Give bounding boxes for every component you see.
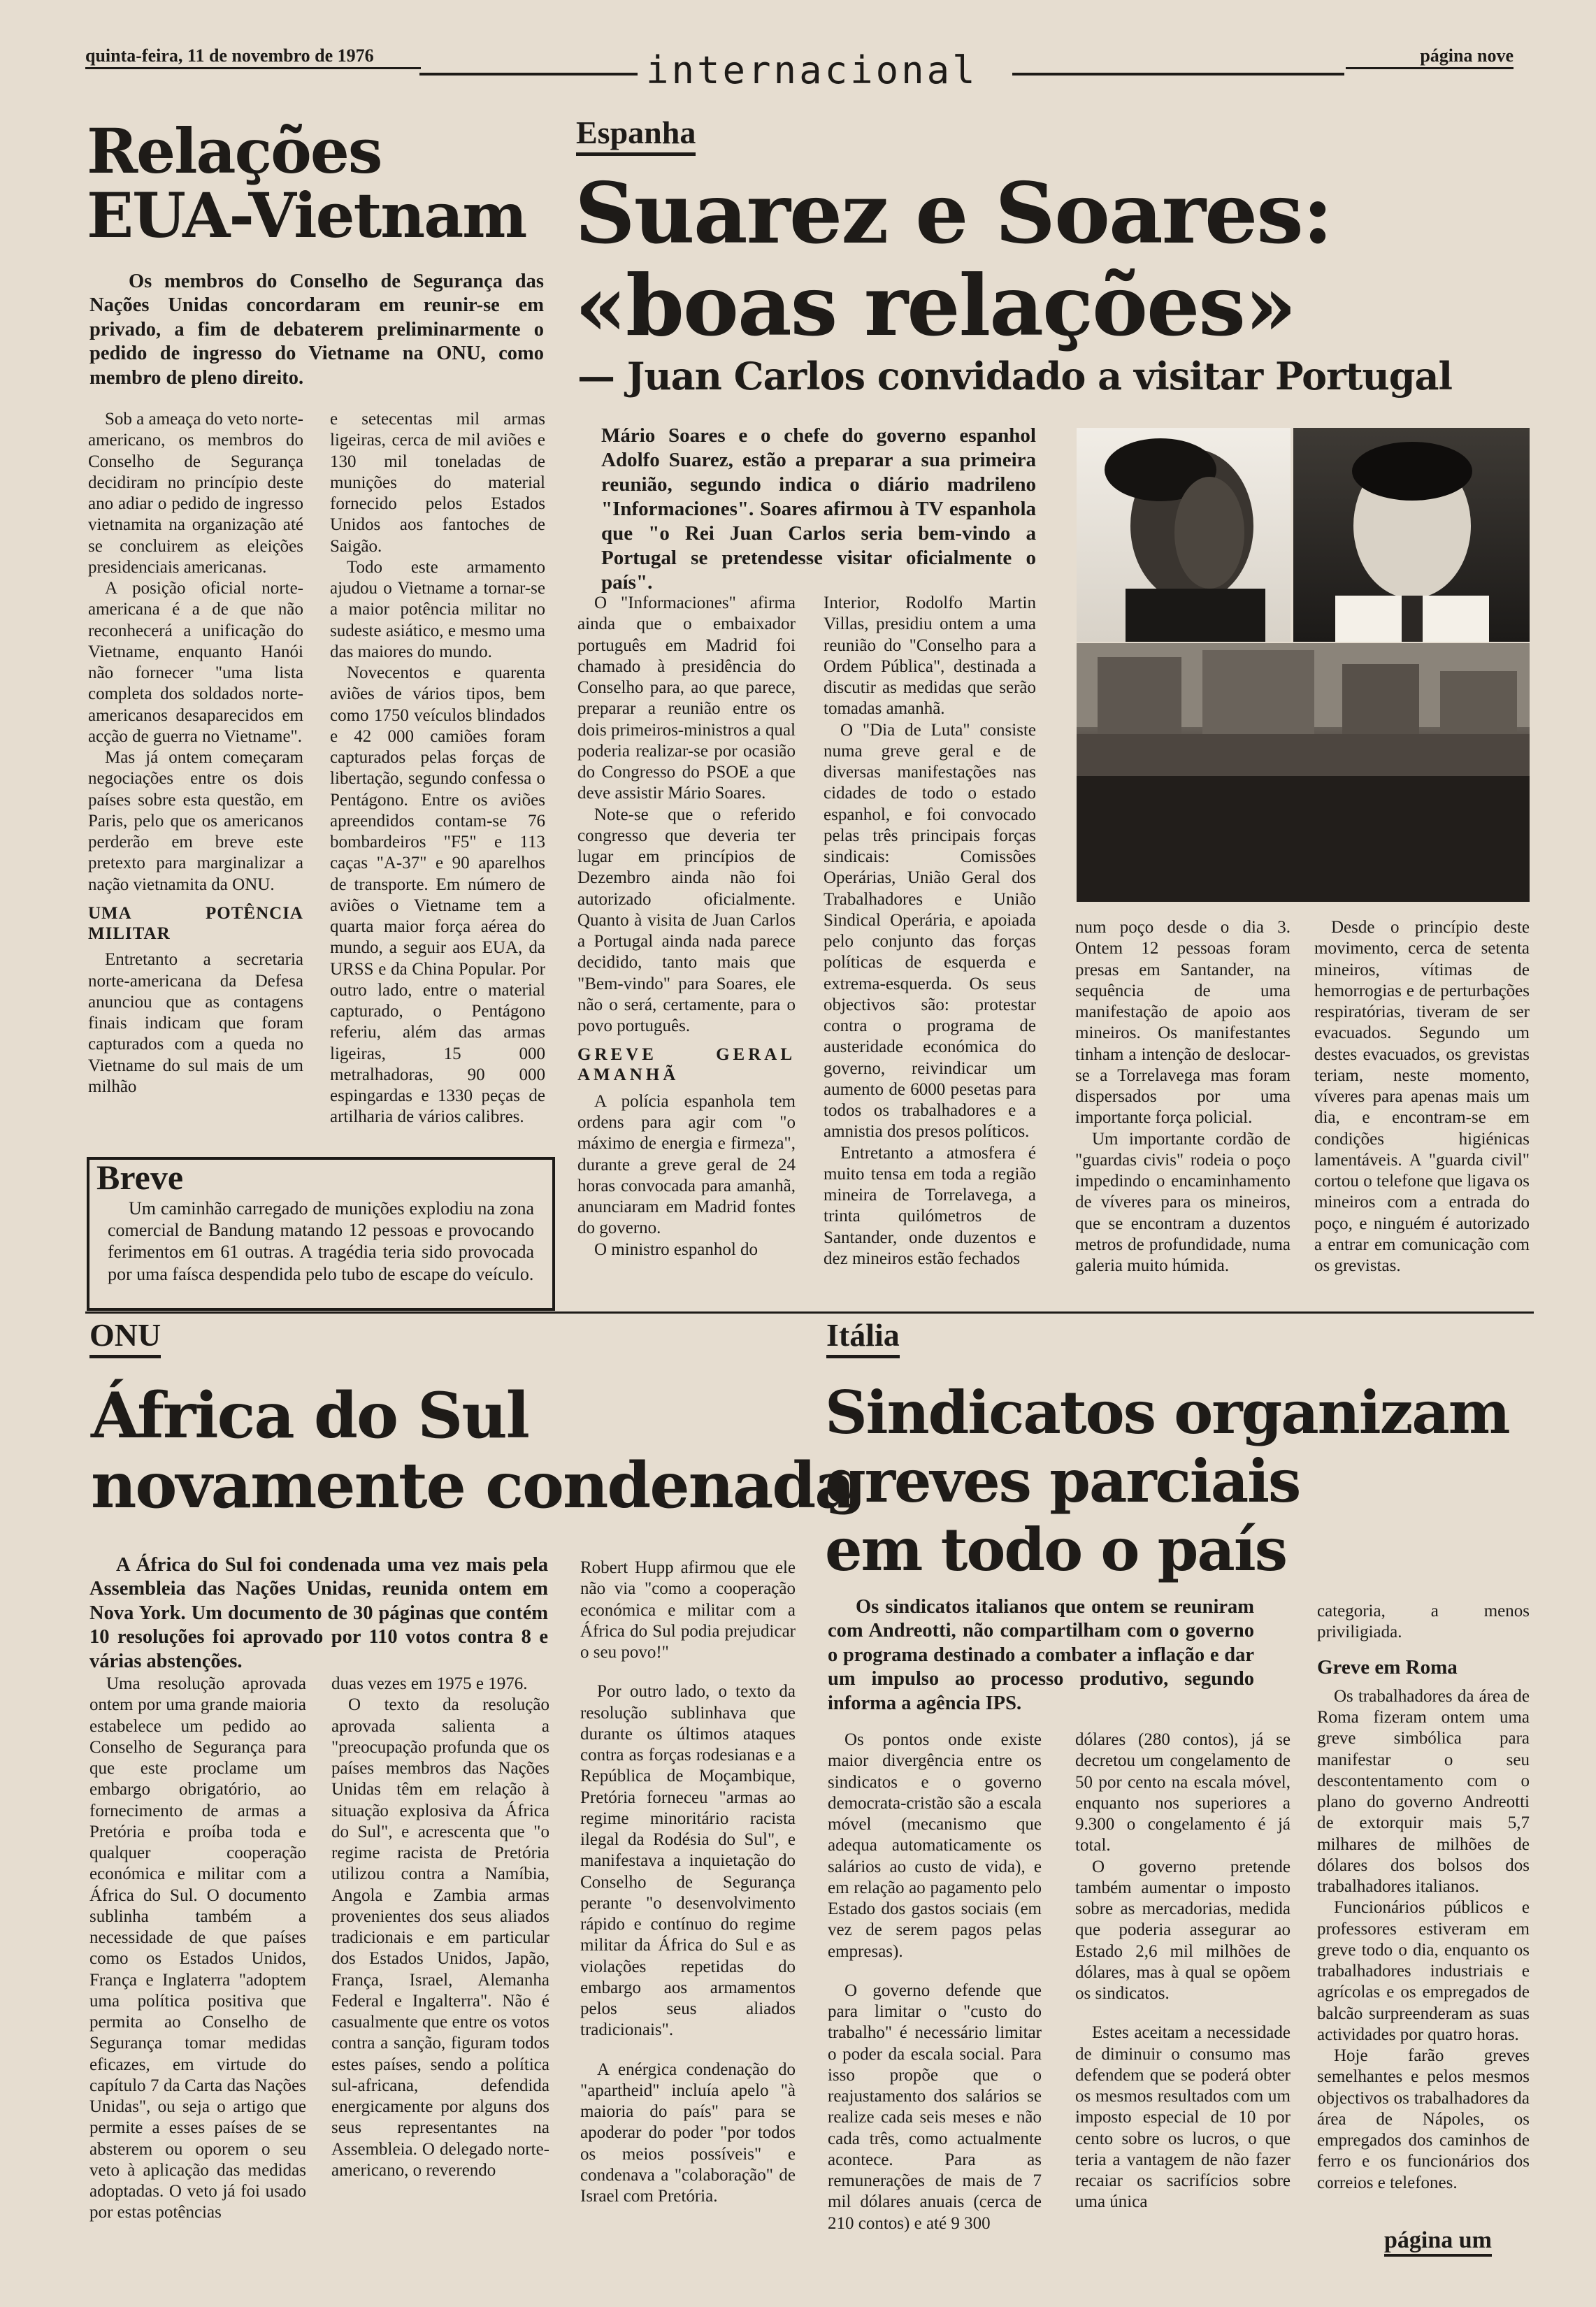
paragraph: dólares (280 contos), já se decretou um congelamento de 50 por cento na escala móvel, enquanto nos superiores a 9.300 o congelamento é já total. (1075, 1730, 1291, 1855)
paragraph: Hoje farão greves semelhantes e pelos mesmos objectivos os trabalhadores da área de Nápoles, os empregados dos caminhos de ferro e os funcionários dos correios e telefones. (1317, 2046, 1530, 2192)
espanha-kicker: Espanha (576, 115, 696, 156)
vietnam-headline-line-1: Relações (87, 115, 382, 187)
paragraph: Novecentos e quarenta aviões de vários tipos, bem como 1750 veículos blindados e 42 000 camiões foram capturados pelas forças de libertação, segundo confessa o Pentágono. Entre os aviões apreendidos contam-se 76 bombardeiros "F5" e 113 caças "A-37" e 90 aparelhos de transporte. Em número de aviões o Vietname tem a quarta maior força aérea do mundo, a seguir aos EUA, da URSS e da China Popular. Por outro lado, entre o material capturado, o Pentágono referiu, além das armas ligeiras, 15 000 metralhadoras, 90 000 espingardas e 1330 peças de artilharia de vários calibres. (330, 663, 545, 1127)
onu-headline-line-2: novamente condenada (91, 1449, 854, 1523)
paragraph: Mas já ontem começaram negociações entre os dois países sobre esta questão, em Paris, pelo que os americanos perderão em breve este pretexto para marginalizar a nação vietnamita da ONU. (88, 748, 303, 894)
masthead-rule-right (1012, 73, 1344, 76)
masthead-rule-left (419, 73, 643, 76)
onu-column-2 (331, 1674, 549, 2181)
paragraph: A polícia espanhola tem ordens para agir com "o máximo de energia e firmeza", durante a greve geral de 24 horas convocada para amanhã, anunciaram em Madrid fontes do governo. (577, 1091, 796, 1238)
italia-lead: Os sindicatos italianos que ontem se reuniram com Andreotti, não compartilham com o governo o programa destinado a combater a inflação e dar um impulso ao processo produtivo, segundo informa a agência IPS. (828, 1596, 1254, 1714)
soares-figure-icon (1293, 428, 1530, 642)
espanha-column-1 (577, 593, 796, 1260)
section-divider (85, 1311, 1534, 1314)
vietnam-headline (87, 115, 526, 252)
paragraph: Robert Hupp afirmou que ele não via "como a cooperação económica e militar com a África do Sul podia prejudicar o seu povo!" (580, 1558, 796, 1662)
paragraph: Os pontos onde existe maior divergência entre os sindicatos e o governo democrata-cristão são a escala móvel (mecanismo que adequa automaticamente os salários ao custo de vida), e em relação ao pagamento pelo Estado dos gastos sociais (em vez de serem pagos pelas empresas). (828, 1730, 1042, 1961)
paragraph: e setecentas mil armas ligeiras, cerca de mil aviões e 130 mil toneladas de munições do material fornecido pelos Estados Unidos aos fantoches de Saigão. (330, 410, 545, 556)
paragraph: O "Informaciones" afirma ainda que o embaixador português em Madrid foi chamado à presidência do Conselho para, ao que parece, preparar a reunião entre os dois primeiros-ministros a qual poderia realizar-se por ocasião do Congresso do PSOE a que deve assistir Mário Soares. (577, 594, 796, 803)
paragraph: Sob a ameaça do veto norte-americano, os membros do Conselho de Segurança decidiram no princípio deste ano adiar o pedido de ingresso vietnamita na organização até se concluirem as eleições presidenciais americanas. (88, 410, 303, 577)
italia-column-2 (1075, 1730, 1291, 2213)
soares-portrait (1293, 428, 1530, 642)
paragraph: Os trabalhadores da área de Roma fizeram ontem uma greve simbólica para manifestar o seu descontentamento com o plano do governo Andreotti de extorquir mais 5,7 milhares de milhões de dólares dos bolsos dos trabalhadores italianos. (1317, 1686, 1530, 1897)
breve-title: Breve (96, 1158, 184, 1197)
breve-text: Um caminhão carregado de munições explodiu na zona comercial de Bandung matando 12 pessoas e provocando ferimentos em 61 outras. A tragédia teria sido provocada por uma faísca despendida pelo tubo de escape do veículo. (108, 1198, 534, 1284)
vietnam-column-2 (330, 409, 545, 1128)
footer-page-link: página um (1384, 2227, 1492, 2257)
paragraph: Um importante cordão de "guardas civis" rodeia o poço impedindo o encaminhamento de víveres para os mineiros, que se encontram a duzentos metros de profundidade, numa galeria muito húmida. (1075, 1129, 1291, 1275)
espanha-subhead: GREVE GERAL AMANHÃ (577, 1045, 796, 1084)
paragraph: O "Dia de Luta" consiste numa greve geral e de diversas manifestações nas cidades de todo o estado espanhol, e foi convocado pelas três principais forças sindicais: Comissões Operárias, União Geral dos Trabalhadores e União Sindical Operária, e apoiada pelo conjunto das forças políticas de esquerda e extrema-esquerda. Os seus objectivos são: protestar contra o programa de austeridade económica do governo, reivindicar um aumento de 6000 pesetas para todos os trabalhadores e a amnistia dos presos políticos. (824, 720, 1036, 1142)
paragraph: Todo este armamento ajudou o Vietname a tornar-se a maior potência militar no sudeste asiático, e mesmo uma das maiores do mundo. (330, 557, 545, 661)
espanha-headline-line-1: Suarez e Soares: (575, 164, 1332, 263)
masthead-date: quinta-feira, 11 de novembro de 1976 (85, 45, 421, 69)
suarez-portrait (1077, 428, 1291, 642)
paragraph: Por outro lado, o texto da resolução sublinhava que durante os últimos ataques contra as forças rodesianas e a República de Moçambique, Pretória forneceu "armas ao regime minoritário racista ilegal da Rodésia do Sul", e manifestava a inquietação do Conselho de Segurança perante "o desenvolvimento rápido e contínuo do regime militar da África do Sul e as violações repetidas do embargo aos armamentos pelos seus aliados tradicionais". (580, 1682, 796, 2040)
espanha-column-4 (1314, 917, 1530, 1277)
espanha-column-3 (1075, 917, 1291, 1277)
italia-headline-line-2: greves parciais (825, 1446, 1300, 1516)
espanha-column-2 (824, 593, 1036, 1270)
paragraph: Desde o princípio deste movimento, cerca de setenta mineiros, vítimas de hemorrogias e de perturbações respiratórias, tiveram de ser evacuados. Segundo um destes evacuados, os grevistas teriam, neste momento, víveres para apenas mais um dia, e encontram-se em condições higiénicas lamentáveis. A "guarda civil" cortou o telefone que ligava os mineiros com a entrada do poço, e ninguém é autorizado a entrar em comunicação com os grevistas. (1314, 918, 1530, 1275)
paragraph: categoria, a menos priviligiada. (1317, 1602, 1530, 1642)
paragraph: Funcionários públicos e professores estiveram em greve todo o dia, enquanto os trabalhadores industriais e agrícolas e os empregados de balcão surpreenderam as suas actividades por quatro horas. (1317, 1898, 1530, 2044)
suarez-figure-icon (1077, 428, 1291, 642)
espanha-subheadline: — Juan Carlos convidado a visitar Portugal (577, 354, 1453, 398)
italia-subhead: Greve em Roma (1317, 1655, 1458, 1679)
italia-kicker: Itália (826, 1317, 900, 1358)
paragraph: duas vezes em 1975 e 1976. (331, 1674, 528, 1693)
paragraph: num poço desde o dia 3. Ontem 12 pessoas foram presas em Santander, na sequência de uma manifestação de apoio aos mineiros. Os manifestantes tinham a intenção de deslocar-se a Torrelavega mas foram dispersados por uma importante força policial. (1075, 918, 1291, 1128)
onu-lead: A África do Sul foi condenada uma vez mais pela Assembleia das Nações Unidas, reunida ontem em Nova York. Um documento de 30 páginas que contém 10 resoluções foi aprovado por 110 votos contra 8 e várias abstenções. (89, 1554, 548, 1672)
espanha-headline (575, 164, 1332, 355)
italia-column-3 (1317, 1601, 1530, 2194)
italia-headline-line-3: em todo o país (825, 1515, 1287, 1584)
vietnam-headline-line-2: EUA-Vietnam (87, 179, 526, 252)
espanha-lead: Mário Soares e o chefe do governo espanhol Adolfo Suarez, estão a preparar a sua primeira reunião, segundo indica o diário madrileno "Informaciones". Soares afirmou à TV espanhola que "o Rei Juan Carlos seria bem-vindo a Portugal se pretendesse visitar oficialmente o país". (601, 424, 1036, 594)
onu-headline-line-1: África do Sul (91, 1379, 529, 1453)
espanha-headline-line-2: «boas relações» (575, 257, 1295, 355)
onu-kicker: ONU (89, 1317, 161, 1358)
vietnam-subhead: UMA POTÊNCIA MILITAR (88, 903, 303, 943)
italia-headline (825, 1379, 1509, 1584)
paragraph: Interior, Rodolfo Martin Villas, presidiu ontem a uma reunião do "Conselho para a Ordem Pública", destinada a discutir as medidas que serão tomadas amanhã. (824, 594, 1036, 719)
paragraph: O governo defende que para limitar o "custo do trabalho" é necessário limitar o poder da escala social. Para isso propõe que o reajustamento dos salários se realize cada seis meses e não cada três, como actualmente acontece. Para as remunerações de mais de 7 mil dólares anuais (cerca de 210 contos) e até 9 300 (828, 1981, 1042, 2233)
italia-column-1 (828, 1730, 1042, 2234)
paragraph: O governo pretende também aumentar o imposto sobre as mercadorias, medida que poderia assegurar ao Estado 2,6 mil milhões de dólares, mas à qual se opõem os sindicatos. (1075, 1857, 1291, 2003)
breve-box (87, 1157, 555, 1311)
paragraph: O ministro espanhol do (594, 1239, 759, 1259)
onu-column-3 (580, 1558, 796, 2207)
paragraph: Entretanto a secretaria norte-americana da Defesa anunciou que as contagens finais indicam que foram capturados com a queda no Vietname do sul mais de um milhão (88, 950, 303, 1096)
vietnam-lead: Os membros do Conselho de Segurança das Nações Unidas concordaram em reunir-se em privado, a fim de debaterem preliminarmente o pedido de ingresso do Vietname na ONU, como membro de pleno direito. (89, 271, 544, 389)
crowd-scene-icon (1077, 643, 1530, 902)
italia-headline-line-1: Sindicatos organizam (825, 1378, 1509, 1447)
paragraph: A enérgica condenação do "apartheid" incluía apelo "à maioria do país" para se apoderar do poder "por todos os meios possíveis" e condenava a "colaboração" de Israel com Pretória. (580, 2060, 796, 2206)
vietnam-column-1 (88, 409, 303, 1098)
masthead-page: página nove (1346, 45, 1514, 69)
paragraph: Estes aceitam a necessidade de diminuir o consumo mas defendem que se poderá obter os mesmos resultados com um imposto especial de 10 por cento sobre os lucros, o que teria a vantagem de não fazer recaiar os sacrifícios sobre uma única (1075, 2023, 1291, 2212)
paragraph: O texto da resolução aprovada salienta a "preocupação profunda que os países membros das Nações Unidas têm em relação à situação explosiva da África do Sul", e acrescenta que "o regime racista de Pretória utilizou contra a Namíbia, Angola e Zambia armas provenientes dos seus aliados tradicionais e em particular dos Estados Unidos, Japão, França, Israel, Alemanha Federal e Ingalterra". Não é casualmente que entre os votos contra a sanção, figuram todos estes países, sendo a política sul-africana, defendida energicamente por alguns dos seus representantes na Assembleia. O delegado norte-americano, o reverendo (331, 1695, 549, 2180)
section-title: internacional (638, 49, 986, 92)
crowd-photo (1077, 643, 1530, 902)
onu-headline (91, 1381, 854, 1521)
paragraph: Entretanto a atmosfera é muito tensa em toda a região mineira de Torrelavega, a trinta quilómetros de Santander, onde duzentos e dez mineiros estão fechados (824, 1143, 1036, 1268)
paragraph: Uma resolução aprovada ontem por uma grande maioria estabelece um pedido ao Conselho de Segurança para que este proclame um embargo obrigatório, ao fornecimento de armas a Pretória e proíba toda e qualquer cooperação económica e militar com a África do Sul. O documento sublinha também a necessidade de que países como os Estados Unidos, França e Inglaterra "adoptem uma política positiva que permita ao Conselho de Segurança tomar medidas eficazes, em virtude do capítulo 7 da Carta das Nações Unidas", ou seja o artigo que permite a esses países de se absterem ou oporem o seu veto à aplicação das medidas adoptadas. O veto já foi usado por estas potências (89, 1674, 306, 2222)
paragraph: Note-se que o referido congresso que deveria ter lugar em princípios de Dezembro ainda não foi autorizado oficialmente. Quanto à visita de Juan Carlos a Portugal ainda nada parece decidido, tanto mais que "Bem-vindo" para Soares, ele não o será, certamente, para o povo português. (577, 805, 796, 1035)
paragraph: A posição oficial norte-americana é a de que não reconhecerá a unificação do Vietname, enquanto Hanói não fornecer "uma lista completa dos soldados norte-americanos desaparecidos em acção de guerra no Vietname". (88, 579, 303, 746)
onu-column-1 (89, 1674, 306, 2224)
